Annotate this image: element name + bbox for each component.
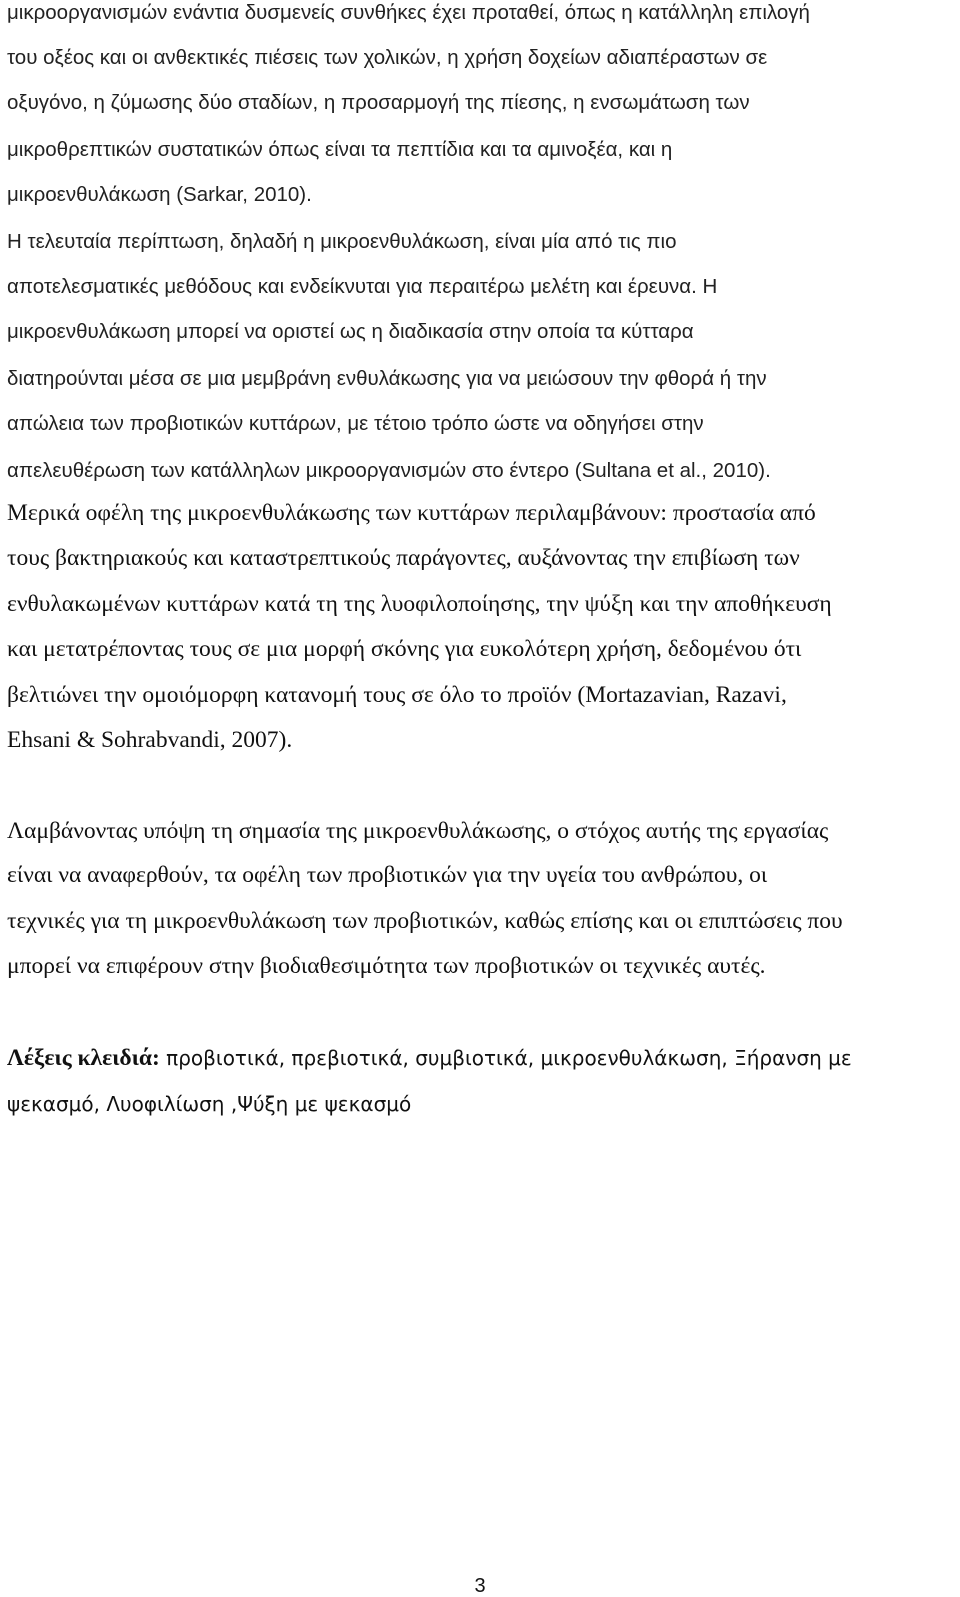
- paragraph-1-line-10: απώλεια των προβιοτικών κυττάρων, με τέτοιο τρόπο ώστε να οδηγήσει στην: [7, 412, 704, 435]
- paragraph-1-line-6: Η τελευταία περίπτωση, δηλαδή η μικροενθυλάκωση, είναι μία από τις πιο: [7, 230, 677, 253]
- paragraph-3-line-3: τεχνικές για τη μικροενθυλάκωση των προβιοτικών, καθώς επίσης και οι επιπτώσεις που: [7, 908, 843, 934]
- paragraph-1-line-8: μικροενθυλάκωση μπορεί να οριστεί ως η διαδικασία στην οποία τα κύτταρα: [7, 320, 694, 343]
- keywords-line-1: [7, 1047, 852, 1071]
- keywords-label: Λέξεις κλειδιά:: [7, 1045, 160, 1071]
- paragraph-3-line-2: είναι να αναφερθούν, τα οφέλη των προβιοτικών για την υγεία του ανθρώπου, οι: [7, 862, 768, 888]
- paragraph-2-line-1: Μερικά οφέλη της μικροενθυλάκωσης των κυττάρων περιλαμβάνουν: προστασία από: [7, 500, 816, 526]
- paragraph-3-line-4: μπορεί να επιφέρουν στην βιοδιαθεσιμότητα των προβιοτικών οι τεχνικές αυτές.: [7, 953, 766, 979]
- paragraph-1-line-1: μικροοργανισμών ενάντια δυσμενείς συνθήκες έχει προταθεί, όπως η κατάλληλη επιλογή: [7, 1, 810, 24]
- paragraph-3-line-1: Λαμβάνοντας υπόψη τη σημασία της μικροενθυλάκωσης, ο στόχος αυτής της εργασίας: [7, 818, 829, 844]
- paragraph-1-line-9: διατηρούνται μέσα σε μια μεμβράνη ενθυλάκωσης για να μειώσουν την φθορά ή την: [7, 367, 767, 390]
- paragraph-2-line-2: τους βακτηριακούς και καταστρεπτικούς παράγοντες, αυξάνοντας την επιβίωση των: [7, 545, 800, 571]
- keywords-line-2: ψεκασμό, Λυοφιλίωση ,Ψύξη με ψεκασμό: [7, 1092, 412, 1116]
- paragraph-1-line-2: του οξέος και οι ανθεκτικές πιέσεις των χολικών, η χρήση δοχείων αδιαπέραστων σε: [7, 46, 768, 69]
- page-number: 3: [474, 1575, 486, 1597]
- paragraph-2-line-6: Ehsani & Sohrabvandi, 2007).: [7, 727, 293, 753]
- keywords-list-part-1: προβιοτικά, πρεβιοτικά, συμβιοτικά, μικροενθυλάκωση, Ξήρανση με: [159, 1046, 852, 1070]
- paragraph-1-line-7: αποτελεσματικές μεθόδους και ενδείκνυται για περαιτέρω μελέτη και έρευνα. Η: [7, 275, 718, 298]
- paragraph-2-line-4: και μετατρέποντας τους σε μια μορφή σκόνης για ευκολότερη χρήση, δεδομένου ότι: [7, 636, 802, 662]
- paragraph-1-line-3: οξυγόνο, η ζύμωσης δύο σταδίων, η προσαρμογή της πίεσης, η ενσωμάτωση των: [7, 91, 750, 114]
- paragraph-2-line-3: ενθυλακωμένων κυττάρων κατά τη της λυοφιλοποίησης, την ψύξη και την αποθήκευση: [7, 591, 832, 617]
- paragraph-1-line-5: μικροενθυλάκωση (Sarkar, 2010).: [7, 183, 312, 206]
- paragraph-2-line-5: βελτιώνει την ομοιόμορφη κατανομή τους σε όλο το προϊόν (Mortazavian, Razavi,: [7, 682, 787, 708]
- paragraph-1-line-11: απελευθέρωση των κατάλληλων μικροοργανισμών στο έντερο (Sultana et al., 2010).: [7, 459, 771, 482]
- paragraph-1-line-4: μικροθρεπτικών συστατικών όπως είναι τα πεπτίδια και τα αμινοξέα, και η: [7, 138, 673, 161]
